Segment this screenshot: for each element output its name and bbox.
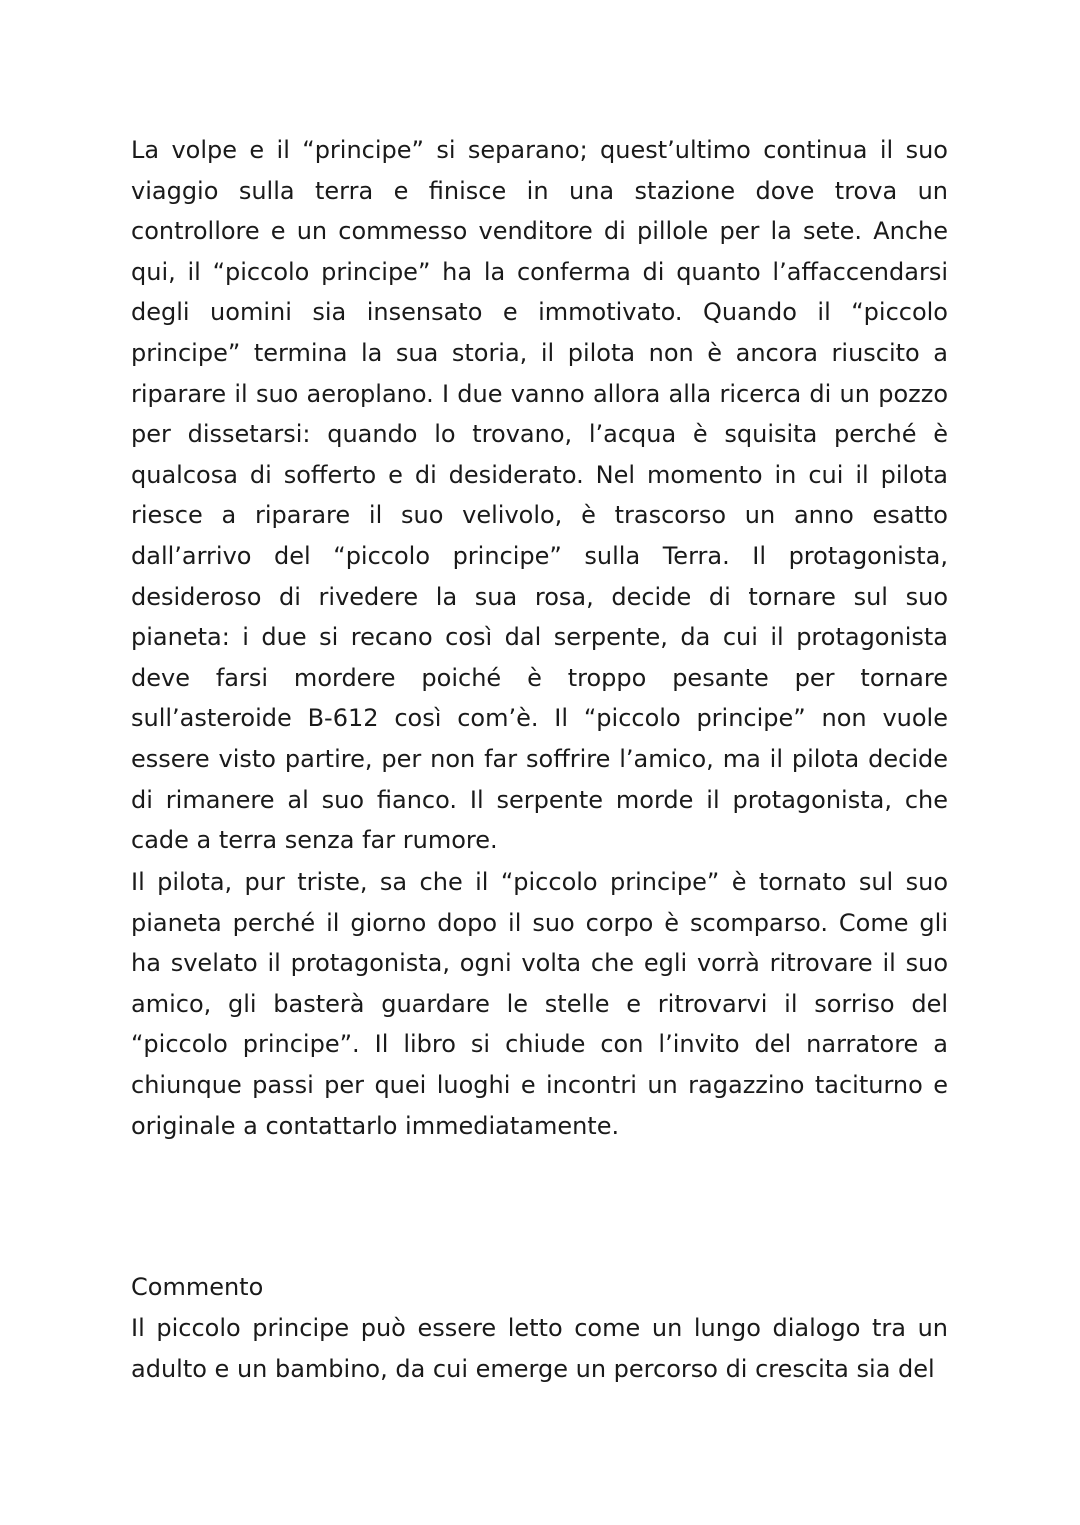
- section-heading-commento: Commento: [131, 1273, 264, 1301]
- paragraph-pilot-aftermath: Il pilota, pur triste, sa che il “piccolo principe” è tornato sul suo pianeta perché il giorno dopo il suo corpo è scomparso. Come gli ha svelato il protagonista, ogni volta che egli vorrà ritrovare il suo amico, gli basterà guardare le stelle e ritrovarvi il sorriso del “piccolo principe”. Il libro si chiude con l’invito del narratore a chiunque passi per quei luoghi e incontri un ragazzino taciturno e originale a contattarlo immediatamente.: [131, 868, 948, 1140]
- paragraph-story-ending: La volpe e il “principe” si separano; quest’ultimo continua il suo viaggio sulla terra e finisce in una stazione dove trova un controllore e un commesso venditore di pillole per la sete. Anche qui, il “piccolo principe” ha la conferma di quanto l’affaccendarsi degli uomini sia insensato e immotivato. Quando il “piccolo principe” termina la sua storia, il pilota non è ancora riuscito a riparare il suo aeroplano. I due vanno allora alla ricerca di un pozzo per dissetarsi: quando lo trovano, l’acqua è squisita perché è qualcosa di sofferto e di desiderato. Nel momento in cui il pilota riesce a riparare il suo velivolo, è trascorso un anno esatto dall’arrivo del “piccolo principe” sulla Terra. Il protagonista, desideroso di rivedere la sua rosa, decide di tornare sul suo pianeta: i due si recano così dal serpente, da cui il protagonista deve farsi mordere poiché è troppo pesante per tornare sull’asteroide B-612 così com’è. Il “piccolo principe” non vuole essere visto partire, per non far soffrire l’amico, ma il pilota decide di rimanere al suo fianco. Il serpente morde il protagonista, che cade a terra senza far rumore.: [131, 136, 948, 855]
- paragraph-commento: Il piccolo principe può essere letto come un lungo dialogo tra un adulto e un bambino, da cui emerge un percorso di crescita sia del: [131, 1314, 948, 1383]
